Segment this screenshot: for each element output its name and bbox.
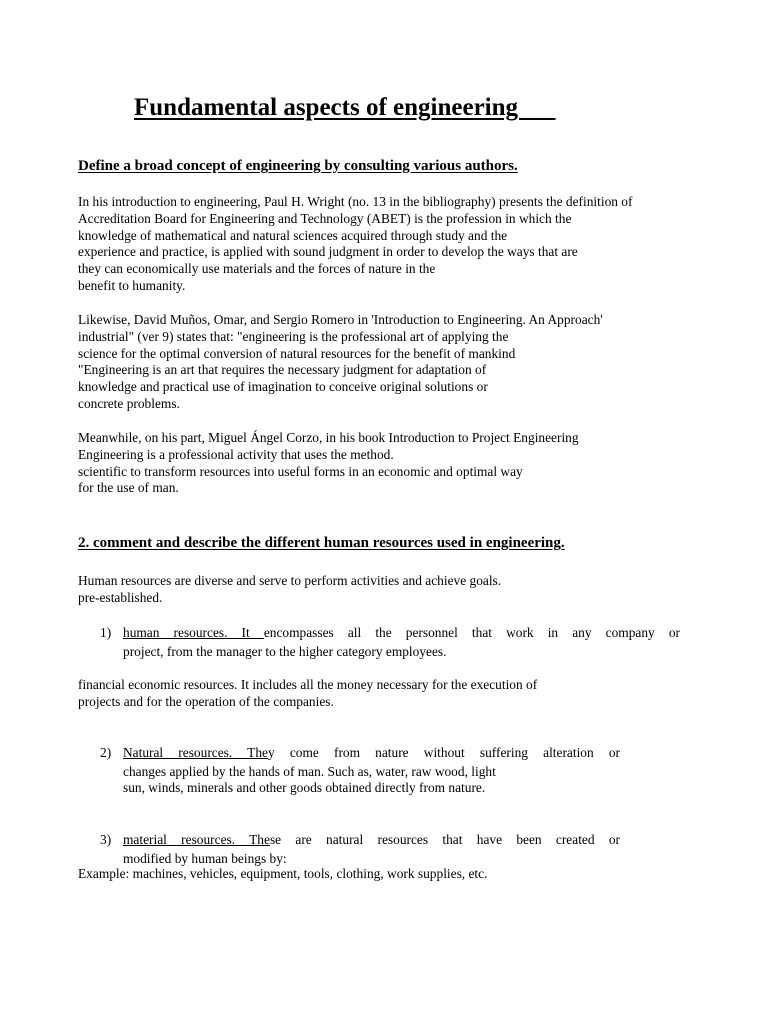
paragraph-corzo-definition xyxy=(78,430,688,497)
list-item-human-resources xyxy=(100,623,680,661)
list-item-text: encompasses all the personnel that work in any company or xyxy=(263,625,680,640)
text-line: Meanwhile, on his part, Miguel Ángel Corzo, in his book Introduction to Project Engineering xyxy=(78,430,579,445)
text-line: projects and for the operation of the companies. xyxy=(78,693,334,709)
list-item-text: y come from nature without suffering alteration or xyxy=(267,745,620,760)
text-line: benefit to humanity. xyxy=(78,277,186,293)
text-line: concrete problems. xyxy=(78,395,180,411)
list-item-label: material resources. The xyxy=(123,832,270,847)
text-line: for the use of man. xyxy=(78,480,179,496)
text-line: knowledge of mathematical and natural sciences acquired through study and the xyxy=(78,227,508,243)
section-1-heading: Define a broad concept of engineering by consulting various authors. xyxy=(78,158,518,174)
page-title: Fundamental aspects of engineering xyxy=(134,94,556,121)
text-line: In his introduction to engineering, Paul H. Wright (no. 13 in the bibliography) presents the definition of xyxy=(78,194,633,209)
text-line: financial economic resources. It includes all the money necessary for the execution of xyxy=(78,677,538,692)
text-line: Likewise, David Muños, Omar, and Sergio Romero in 'Introduction to Engineering. An Approach' xyxy=(78,312,603,327)
paragraph-resources-intro xyxy=(78,573,688,607)
paragraph-wright-definition xyxy=(78,194,688,295)
paragraph-financial-resources xyxy=(78,677,688,711)
section-2-heading: 2. comment and describe the different human resources used in engineering. xyxy=(78,535,565,551)
list-number: 1) xyxy=(100,625,112,640)
text-line: scientific to transform resources into useful forms in an economic and optimal way xyxy=(78,463,523,479)
text-line: Accreditation Board for Engineering and Technology (ABET) is the profession in which the xyxy=(78,210,572,226)
text-line: experience and practice, is applied with sound judgment in order to develop the ways that are xyxy=(78,244,578,260)
list-item-natural-resources xyxy=(100,743,620,797)
list-item-line: changes applied by the hands of man. Such as, water, raw wood, light xyxy=(123,764,496,779)
list-item-line: project, from the manager to the higher category employees. xyxy=(123,644,447,659)
text-line: science for the optimal conversion of natural resources for the benefit of mankind xyxy=(78,345,516,361)
list-item-material-resources xyxy=(100,830,620,868)
list-item-label: human resources. It xyxy=(123,625,264,640)
list-item-line xyxy=(123,623,680,642)
list-number: 2) xyxy=(100,745,112,760)
text-line: Engineering is a professional activity that uses the method. xyxy=(78,446,394,462)
list-item-line: modified by human beings by: xyxy=(123,851,287,866)
text-line: industrial" (ver 9) states that: "engineering is the professional art of applying the xyxy=(78,328,509,344)
list-number: 3) xyxy=(100,832,112,847)
text-line: pre-established. xyxy=(78,589,163,605)
text-line: Human resources are diverse and serve to perform activities and achieve goals. xyxy=(78,573,502,588)
text-line: "Engineering is an art that requires the necessary judgment for adaptation of xyxy=(78,362,487,378)
example-line: Example: machines, vehicles, equipment, tools, clothing, work supplies, etc. xyxy=(78,866,488,881)
paragraph-munos-definition xyxy=(78,312,688,413)
list-item-line xyxy=(123,743,620,762)
list-item-text: se are natural resources that have been created or xyxy=(269,832,620,847)
list-item-line: sun, winds, minerals and other goods obtained directly from nature. xyxy=(123,780,486,795)
list-item-label: Natural resources. The xyxy=(123,745,268,760)
list-item-line xyxy=(123,830,620,849)
text-line: knowledge and practical use of imagination to conceive original solutions or xyxy=(78,379,488,395)
text-line: they can economically use materials and the forces of nature in the xyxy=(78,261,436,277)
